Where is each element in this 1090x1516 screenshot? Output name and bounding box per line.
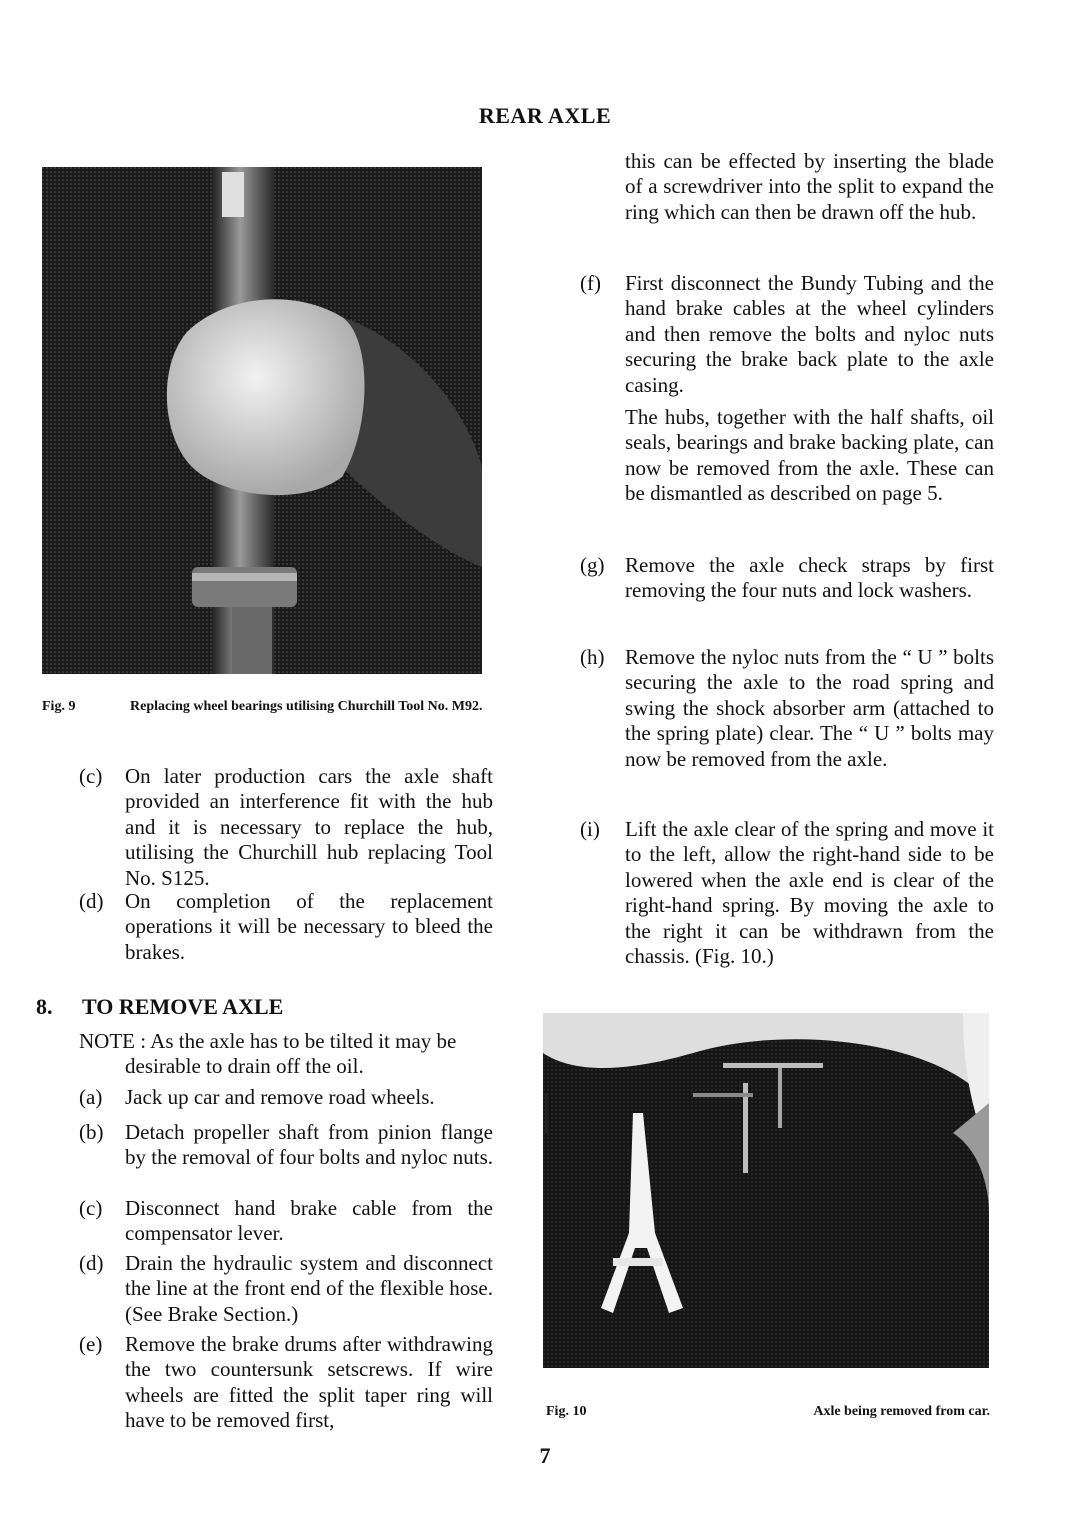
section-number: 8.: [36, 994, 53, 1019]
margin-mark: [545, 1093, 548, 1133]
fig9-caption: Replacing wheel bearings utilising Churchill Tool No. M92.: [130, 699, 483, 714]
section-title: TO REMOVE AXLE: [82, 994, 284, 1019]
list-item: [580, 553, 994, 633]
item-label: (d): [79, 889, 104, 913]
item-text: Jack up car and remove road wheels.: [125, 1085, 435, 1109]
item-text: On completion of the replacement operations it will be necessary to bleed the brakes.: [125, 889, 493, 964]
item-text: Detach propeller shaft from pinion flange by the removal of four bolts and nyloc nuts.: [125, 1120, 494, 1170]
item-text: Remove the brake drums after withdrawing the two countersunk setscrews. If wire wheels are fitted the split taper ring will have to be removed first,: [125, 1332, 493, 1433]
item-text: On later production cars the axle shaft provided an interference fit with the hub and it is necessary to replace the hub, utilising the Churchill hub replacing Tool No. S125.: [125, 764, 493, 890]
item-label: (a): [79, 1085, 103, 1109]
fig9-number: Fig. 9: [42, 699, 76, 714]
fig10-caption: Axle being removed from car.: [813, 1404, 990, 1419]
list-item: [580, 817, 994, 977]
item-label: (c): [79, 764, 103, 788]
page-number: 7: [539, 1443, 551, 1468]
item-text: Remove the nyloc nuts from the “ U ” bolts securing the axle to the road spring and swing the shock absorber arm (attached to the spring plate) clear. The “ U ” bolts may now be removed from the axle.: [625, 645, 994, 771]
item-text: Lift the axle clear of the spring and move it to the left, allow the right-hand side to be lowered when the axle end is clear of the right-hand spring. By moving the axle to the right it can be withdrawn from the chassis. (Fig. 10.): [625, 817, 994, 969]
list-item: [580, 645, 994, 805]
hand-on-tool-image: [42, 167, 482, 674]
section-note: NOTE : As the axle has to be tilted it may be desirable to drain off the oil.: [79, 1029, 457, 1079]
list-item: [79, 1120, 497, 1200]
section-heading: [36, 994, 496, 1022]
item-text: First disconnect the Bundy Tubing and the hand brake cables at the wheel cylinders and then remove the bolts and nyloc nuts securing the brake back plate to the axle casing.: [625, 271, 994, 397]
item-text: Remove the axle check straps by first removing the four nuts and lock washers.: [625, 553, 994, 603]
item-label: (i): [580, 817, 600, 841]
item-text: Drain the hydraulic system and disconnect the line at the front end of the flexible hose. (See Brake Section.): [125, 1251, 493, 1326]
list-item: [79, 889, 497, 969]
item-label: (e): [79, 1332, 103, 1356]
list-item: [79, 1251, 497, 1331]
item-label: (c): [79, 1196, 103, 1220]
item-label: (g): [580, 553, 605, 577]
list-item: [79, 1085, 497, 1113]
item-text: Disconnect hand brake cable from the compensator lever.: [125, 1196, 493, 1246]
item-label: (b): [79, 1120, 104, 1144]
item-label: (d): [79, 1251, 104, 1275]
continuation-paragraph: this can be effected by inserting the blade of a screwdriver into the split to expand the ring which can then be drawn off the hub.: [625, 149, 994, 224]
item-label: (h): [580, 645, 605, 669]
page-title: REAR AXLE: [478, 103, 612, 128]
list-item: [79, 1196, 497, 1250]
axle-removal-image: [543, 1013, 989, 1368]
fig10-photo: [543, 1013, 989, 1368]
list-item: [580, 271, 994, 541]
item-label: (f): [580, 271, 601, 295]
fig10-number: Fig. 10: [546, 1404, 587, 1419]
list-item: [79, 1332, 497, 1436]
fig9-photo: [42, 167, 482, 674]
list-item: [79, 764, 497, 890]
item-extra-text: The hubs, together with the half shafts, oil seals, bearings and brake backing plate, can now be removed from the axle. These can be dismantled as described on page 5.: [625, 405, 994, 506]
